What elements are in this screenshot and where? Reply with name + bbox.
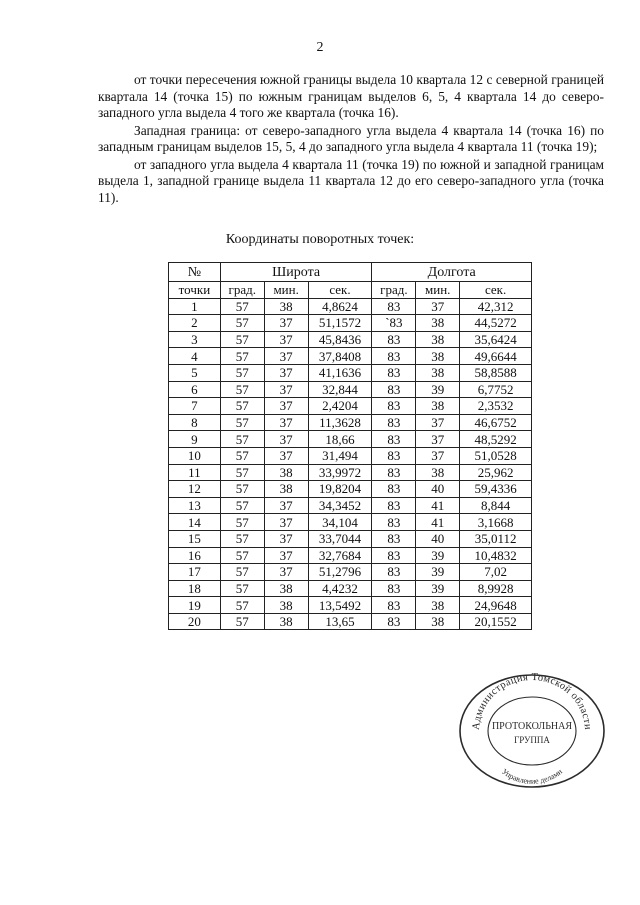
- table-row: [169, 431, 532, 448]
- lat-degrees-cell: 57: [220, 481, 264, 498]
- table-row: [169, 547, 532, 564]
- table-row: [169, 447, 532, 464]
- lat-minutes-cell: 37: [264, 431, 308, 448]
- point-number-cell: 3: [169, 331, 221, 348]
- lat-seconds-cell: 31,494: [308, 447, 372, 464]
- lon-seconds-cell: 49,6644: [460, 348, 532, 365]
- lat-degrees-cell: 57: [220, 564, 264, 581]
- lon-minutes-cell: 38: [416, 348, 460, 365]
- lon-degrees-cell: 83: [372, 414, 416, 431]
- point-number-cell: 15: [169, 530, 221, 547]
- point-number-cell: 20: [169, 613, 221, 630]
- table-header-row: [169, 263, 532, 282]
- lon-degrees-cell: 83: [372, 364, 416, 381]
- table-row: [169, 315, 532, 332]
- table-row: [169, 481, 532, 498]
- table-row: [169, 514, 532, 531]
- table-row: [169, 497, 532, 514]
- lon-degrees-cell: 83: [372, 514, 416, 531]
- lon-degrees-cell: 83: [372, 348, 416, 365]
- lat-degrees-cell: 57: [220, 331, 264, 348]
- lat-degrees-cell: 57: [220, 381, 264, 398]
- lon-minutes-cell: 39: [416, 381, 460, 398]
- point-number-cell: 6: [169, 381, 221, 398]
- lon-seconds-cell: 2,3532: [460, 398, 532, 415]
- table-row: [169, 398, 532, 415]
- lat-seconds-cell: 51,2796: [308, 564, 372, 581]
- header-lat-min: мин.: [264, 282, 308, 299]
- lat-seconds-cell: 11,3628: [308, 414, 372, 431]
- lat-seconds-cell: 32,844: [308, 381, 372, 398]
- table-row: [169, 298, 532, 315]
- point-number-cell: 13: [169, 497, 221, 514]
- table-row: [169, 530, 532, 547]
- point-number-cell: 18: [169, 580, 221, 597]
- table-row: [169, 597, 532, 614]
- lon-minutes-cell: 38: [416, 613, 460, 630]
- table-subheader-row: [169, 282, 532, 299]
- lon-minutes-cell: 38: [416, 597, 460, 614]
- lat-degrees-cell: 57: [220, 580, 264, 597]
- lat-degrees-cell: 57: [220, 497, 264, 514]
- lat-minutes-cell: 37: [264, 315, 308, 332]
- lon-seconds-cell: 3,1668: [460, 514, 532, 531]
- lon-minutes-cell: 37: [416, 414, 460, 431]
- header-lat-sec: сек.: [308, 282, 372, 299]
- lon-seconds-cell: 8,844: [460, 497, 532, 514]
- lat-degrees-cell: 57: [220, 315, 264, 332]
- lat-minutes-cell: 37: [264, 497, 308, 514]
- header-point: точки: [169, 282, 221, 299]
- lat-seconds-cell: 34,3452: [308, 497, 372, 514]
- paragraph: от западного угла выдела 4 квартала 11 (точка 19) по южной и западной границам выдела 1, западной границе выдела 11 квартала 12 до его северо-западного угла (точка 11).: [98, 156, 604, 205]
- lat-degrees-cell: 57: [220, 298, 264, 315]
- lat-seconds-cell: 18,66: [308, 431, 372, 448]
- lon-seconds-cell: 42,312: [460, 298, 532, 315]
- body-text: [98, 72, 604, 207]
- lon-minutes-cell: 41: [416, 497, 460, 514]
- paragraph: от точки пересечения южной границы выдела 10 квартала 12 с северной границей квартала 14 (точка 15) по южным границам выделов 6, 5, 4 квартала 14 до северо-западного угла выдела 4 того же квартала (точка 16).: [98, 72, 604, 120]
- lat-degrees-cell: 57: [220, 398, 264, 415]
- lon-seconds-cell: 48,5292: [460, 431, 532, 448]
- lon-minutes-cell: 37: [416, 431, 460, 448]
- lon-seconds-cell: 51,0528: [460, 447, 532, 464]
- lat-minutes-cell: 38: [264, 481, 308, 498]
- lat-degrees-cell: 57: [220, 447, 264, 464]
- lat-minutes-cell: 38: [264, 597, 308, 614]
- lat-degrees-cell: 57: [220, 414, 264, 431]
- point-number-cell: 4: [169, 348, 221, 365]
- lat-minutes-cell: 37: [264, 398, 308, 415]
- lat-seconds-cell: 33,7044: [308, 530, 372, 547]
- point-number-cell: 10: [169, 447, 221, 464]
- lat-seconds-cell: 2,4204: [308, 398, 372, 415]
- lat-seconds-cell: 41,1636: [308, 364, 372, 381]
- lat-seconds-cell: 45,8436: [308, 331, 372, 348]
- lat-minutes-cell: 37: [264, 381, 308, 398]
- point-number-cell: 19: [169, 597, 221, 614]
- header-lon-sec: сек.: [460, 282, 532, 299]
- lon-seconds-cell: 35,6424: [460, 331, 532, 348]
- lat-degrees-cell: 57: [220, 530, 264, 547]
- table-row: [169, 464, 532, 481]
- lon-minutes-cell: 39: [416, 564, 460, 581]
- point-number-cell: 17: [169, 564, 221, 581]
- lat-degrees-cell: 57: [220, 364, 264, 381]
- lon-seconds-cell: 46,6752: [460, 414, 532, 431]
- lat-degrees-cell: 57: [220, 547, 264, 564]
- point-number-cell: 14: [169, 514, 221, 531]
- lon-minutes-cell: 39: [416, 580, 460, 597]
- table-row: [169, 414, 532, 431]
- lat-minutes-cell: 37: [264, 364, 308, 381]
- lon-degrees-cell: 83: [372, 564, 416, 581]
- header-latitude: Широта: [220, 263, 372, 282]
- lon-degrees-cell: 83: [372, 464, 416, 481]
- lon-seconds-cell: 59,4336: [460, 481, 532, 498]
- lon-seconds-cell: 6,7752: [460, 381, 532, 398]
- point-number-cell: 5: [169, 364, 221, 381]
- lon-degrees-cell: 83: [372, 580, 416, 597]
- lon-degrees-cell: 83: [372, 597, 416, 614]
- lon-minutes-cell: 39: [416, 547, 460, 564]
- lat-minutes-cell: 37: [264, 331, 308, 348]
- header-number: №: [169, 263, 221, 282]
- lat-minutes-cell: 37: [264, 514, 308, 531]
- lon-degrees-cell: 83: [372, 497, 416, 514]
- table-row: [169, 364, 532, 381]
- lat-degrees-cell: 57: [220, 613, 264, 630]
- lon-seconds-cell: 25,962: [460, 464, 532, 481]
- table-title: Координаты поворотных точек:: [225, 232, 415, 247]
- lat-seconds-cell: 19,8204: [308, 481, 372, 498]
- point-number-cell: 7: [169, 398, 221, 415]
- table-row: [169, 348, 532, 365]
- lat-minutes-cell: 38: [264, 298, 308, 315]
- header-lat-deg: град.: [220, 282, 264, 299]
- lat-seconds-cell: 4,8624: [308, 298, 372, 315]
- lat-degrees-cell: 57: [220, 597, 264, 614]
- stamp-center-line2: ГРУППА: [514, 735, 550, 745]
- table-row: [169, 564, 532, 581]
- lat-minutes-cell: 38: [264, 464, 308, 481]
- point-number-cell: 16: [169, 547, 221, 564]
- stamp-center-line1: ПРОТОКОЛЬНАЯ: [491, 721, 573, 732]
- lon-degrees-cell: 83: [372, 431, 416, 448]
- lat-degrees-cell: 57: [220, 431, 264, 448]
- lon-degrees-cell: 83: [372, 530, 416, 547]
- lat-minutes-cell: 38: [264, 580, 308, 597]
- lat-minutes-cell: 37: [264, 547, 308, 564]
- lon-minutes-cell: 37: [416, 298, 460, 315]
- lon-degrees-cell: 83: [372, 381, 416, 398]
- page-number: 2: [316, 40, 324, 55]
- lat-seconds-cell: 13,65: [308, 613, 372, 630]
- coordinates-table: [168, 262, 532, 630]
- lat-degrees-cell: 57: [220, 514, 264, 531]
- lon-minutes-cell: 38: [416, 364, 460, 381]
- lon-minutes-cell: 38: [416, 464, 460, 481]
- lon-minutes-cell: 41: [416, 514, 460, 531]
- point-number-cell: 11: [169, 464, 221, 481]
- lon-degrees-cell: `83: [372, 315, 416, 332]
- table-body: [169, 298, 532, 630]
- lat-seconds-cell: 33,9972: [308, 464, 372, 481]
- point-number-cell: 8: [169, 414, 221, 431]
- lon-degrees-cell: 83: [372, 481, 416, 498]
- table-row: [169, 331, 532, 348]
- lon-degrees-cell: 83: [372, 298, 416, 315]
- point-number-cell: 2: [169, 315, 221, 332]
- lon-seconds-cell: 44,5272: [460, 315, 532, 332]
- lat-seconds-cell: 34,104: [308, 514, 372, 531]
- point-number-cell: 1: [169, 298, 221, 315]
- stamp-seal: [457, 672, 607, 790]
- lat-seconds-cell: 4,4232: [308, 580, 372, 597]
- lon-degrees-cell: 83: [372, 547, 416, 564]
- lat-degrees-cell: 57: [220, 464, 264, 481]
- lat-seconds-cell: 51,1572: [308, 315, 372, 332]
- lat-minutes-cell: 38: [264, 613, 308, 630]
- lon-minutes-cell: 38: [416, 398, 460, 415]
- table-row: [169, 580, 532, 597]
- lon-seconds-cell: 20,1552: [460, 613, 532, 630]
- lat-minutes-cell: 37: [264, 414, 308, 431]
- lon-seconds-cell: 35,0112: [460, 530, 532, 547]
- lon-degrees-cell: 83: [372, 447, 416, 464]
- header-lon-deg: град.: [372, 282, 416, 299]
- stamp-bottom-text: Управление делами: [500, 766, 564, 786]
- lat-minutes-cell: 37: [264, 348, 308, 365]
- lon-minutes-cell: 37: [416, 447, 460, 464]
- point-number-cell: 12: [169, 481, 221, 498]
- lon-minutes-cell: 40: [416, 481, 460, 498]
- lon-seconds-cell: 58,8588: [460, 364, 532, 381]
- lon-seconds-cell: 24,9648: [460, 597, 532, 614]
- lat-seconds-cell: 37,8408: [308, 348, 372, 365]
- lat-seconds-cell: 13,5492: [308, 597, 372, 614]
- lon-minutes-cell: 40: [416, 530, 460, 547]
- table-row: [169, 381, 532, 398]
- lat-seconds-cell: 32,7684: [308, 547, 372, 564]
- lon-seconds-cell: 8,9928: [460, 580, 532, 597]
- header-lon-min: мин.: [416, 282, 460, 299]
- lon-minutes-cell: 38: [416, 315, 460, 332]
- lon-degrees-cell: 83: [372, 398, 416, 415]
- lat-minutes-cell: 37: [264, 564, 308, 581]
- lon-degrees-cell: 83: [372, 613, 416, 630]
- lon-minutes-cell: 38: [416, 331, 460, 348]
- table-row: [169, 613, 532, 630]
- protocol-group-stamp: [457, 672, 607, 790]
- lon-degrees-cell: 83: [372, 331, 416, 348]
- lat-minutes-cell: 37: [264, 447, 308, 464]
- lon-seconds-cell: 7,02: [460, 564, 532, 581]
- lat-degrees-cell: 57: [220, 348, 264, 365]
- stamp-outer-text: Администрация Томской области: [470, 672, 594, 731]
- lon-seconds-cell: 10,4832: [460, 547, 532, 564]
- header-longitude: Долгота: [372, 263, 532, 282]
- lat-minutes-cell: 37: [264, 530, 308, 547]
- point-number-cell: 9: [169, 431, 221, 448]
- paragraph: Западная граница: от северо-западного угла выдела 4 квартала 14 (точка 16) по западным границам выделов 15, 5, 4 до западного угла выдела 4 квартала 11 (точка 19);: [98, 122, 604, 154]
